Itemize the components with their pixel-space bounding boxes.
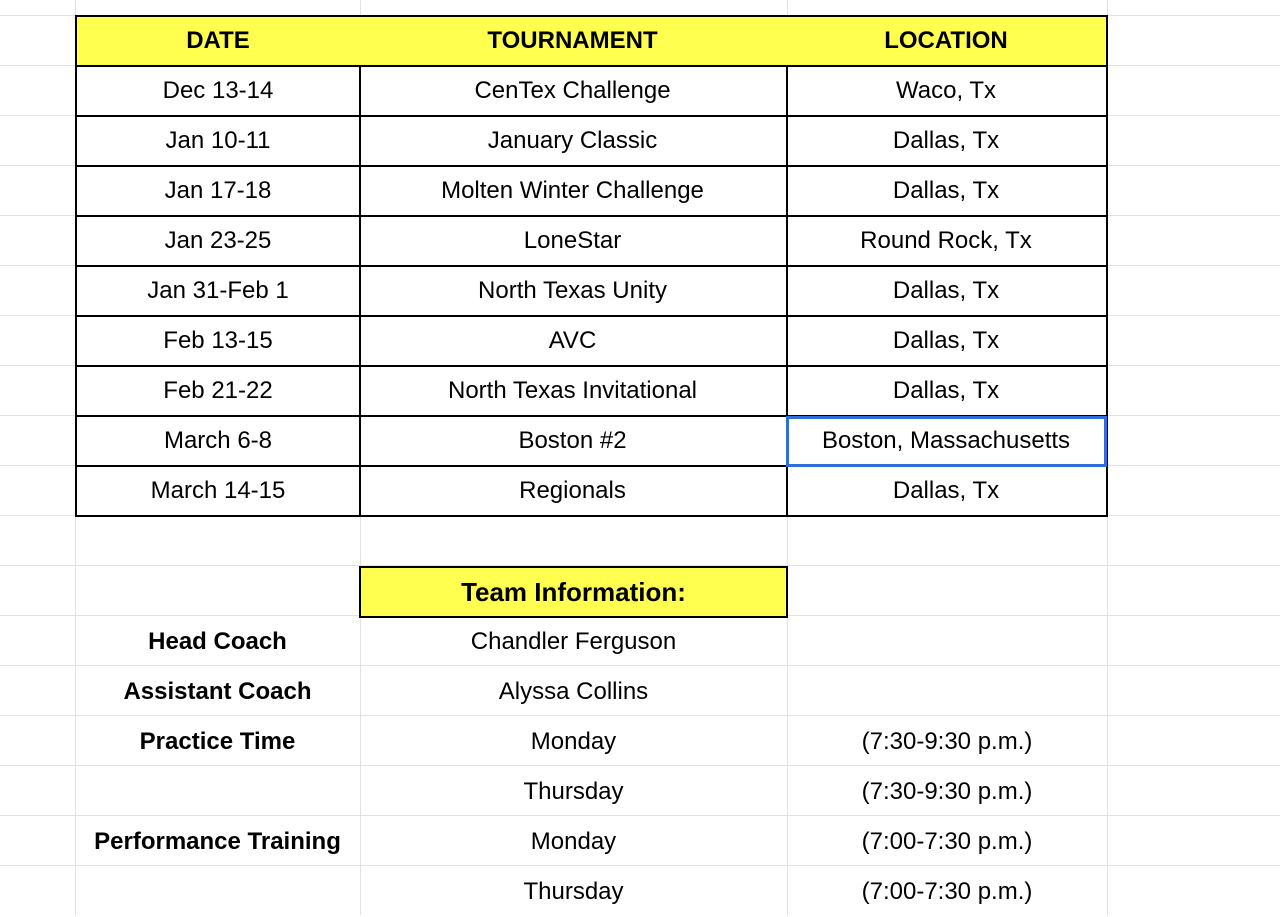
cell-date[interactable]: Jan 31-Feb 1 [75, 266, 361, 317]
cell-tournament[interactable]: North Texas Unity [359, 266, 788, 317]
team-cell-extra[interactable]: (7:30-9:30 p.m.) [861, 728, 1033, 755]
cell-tournament[interactable]: LoneStar [359, 216, 788, 267]
cell-date[interactable]: Jan 23-25 [75, 216, 361, 267]
cell-location[interactable]: Round Rock, Tx [786, 216, 1108, 267]
team-information-title[interactable]: Team Information: [359, 566, 788, 618]
team-cell-value[interactable]: Alyssa Collins [498, 678, 649, 705]
team-cell-value[interactable]: Chandler Ferguson [470, 628, 677, 655]
header-location[interactable]: LOCATION [786, 15, 1108, 67]
cell-tournament[interactable]: Molten Winter Challenge [359, 166, 788, 217]
team-cell-value[interactable]: Thursday [523, 778, 624, 805]
team-cell-value[interactable]: Monday [530, 728, 617, 755]
team-cell-extra[interactable]: (7:30-9:30 p.m.) [861, 778, 1033, 805]
cell-location[interactable]: Dallas, Tx [786, 266, 1108, 317]
team-cell-label[interactable]: Head Coach [148, 628, 287, 655]
cell-date[interactable]: March 14-15 [75, 466, 361, 517]
cell-location[interactable]: Waco, Tx [786, 66, 1108, 117]
team-cell-label[interactable]: Performance Training [94, 828, 341, 855]
cell-date[interactable]: Jan 17-18 [75, 166, 361, 217]
cell-location[interactable]: Dallas, Tx [786, 166, 1108, 217]
cell-location[interactable]: Boston, Massachusetts [786, 416, 1108, 467]
header-date[interactable]: DATE [75, 15, 361, 67]
team-cell-value[interactable]: Thursday [523, 878, 624, 905]
cell-location[interactable]: Dallas, Tx [786, 366, 1108, 417]
cell-tournament[interactable]: North Texas Invitational [359, 366, 788, 417]
cell-date[interactable]: Jan 10-11 [75, 116, 361, 167]
cell-date[interactable]: Feb 13-15 [75, 316, 361, 367]
cell-tournament[interactable]: Boston #2 [359, 416, 788, 467]
team-cell-label[interactable]: Assistant Coach [123, 678, 312, 705]
team-cell-extra[interactable]: (7:00-7:30 p.m.) [861, 828, 1033, 855]
cell-tournament[interactable]: CenTex Challenge [359, 66, 788, 117]
cell-tournament[interactable]: AVC [359, 316, 788, 367]
cell-location[interactable]: Dallas, Tx [786, 466, 1108, 517]
cell-location[interactable]: Dallas, Tx [786, 316, 1108, 367]
team-cell-value[interactable]: Monday [530, 828, 617, 855]
header-tournament[interactable]: TOURNAMENT [359, 15, 788, 67]
cell-date[interactable]: March 6-8 [75, 416, 361, 467]
team-cell-extra[interactable] [787, 617, 1107, 667]
team-cell-label[interactable]: Practice Time [139, 728, 296, 755]
team-cell-label[interactable] [75, 767, 360, 817]
team-cell-extra[interactable] [787, 667, 1107, 717]
cell-tournament[interactable]: Regionals [359, 466, 788, 517]
team-cell-extra[interactable]: (7:00-7:30 p.m.) [861, 878, 1033, 905]
cell-location[interactable]: Dallas, Tx [786, 116, 1108, 167]
cell-tournament[interactable]: January Classic [359, 116, 788, 167]
team-cell-label[interactable] [75, 867, 360, 917]
cell-date[interactable]: Dec 13-14 [75, 66, 361, 117]
cell-date[interactable]: Feb 21-22 [75, 366, 361, 417]
